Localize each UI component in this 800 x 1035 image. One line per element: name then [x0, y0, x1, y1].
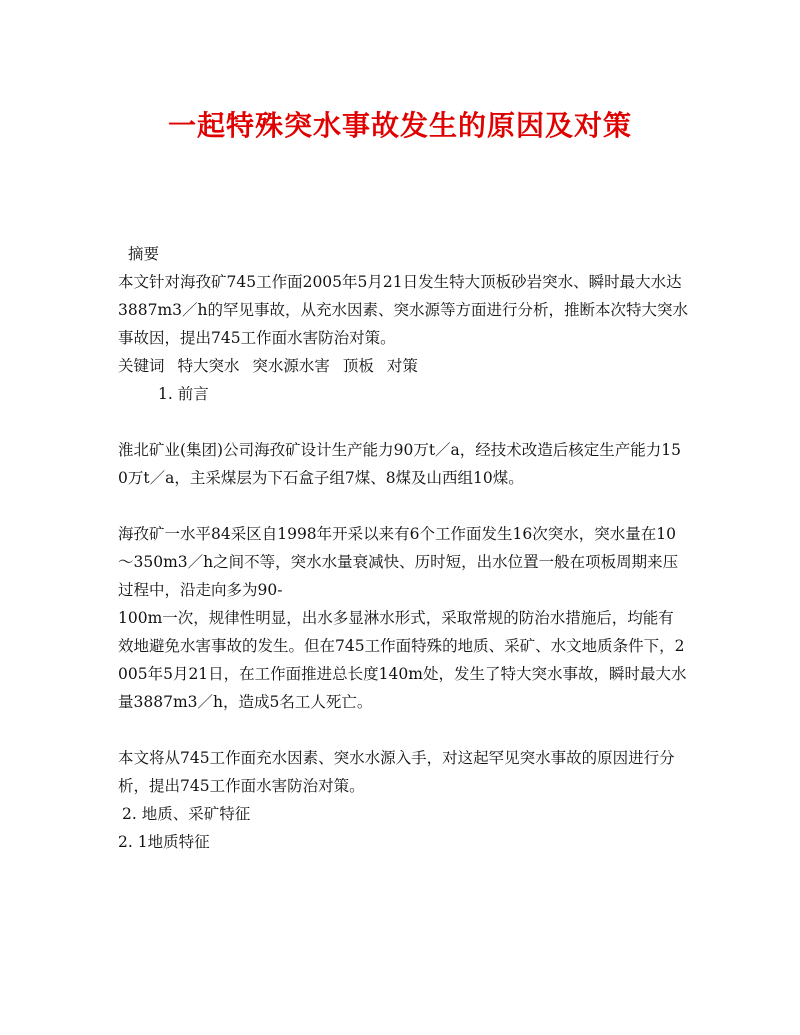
paragraph-history-part2: 100m一次，规律性明显，出水多显淋水形式，采取常规的防治水措施后，均能有效地避免水害事故的发生。但在745工作面特殊的地质、采矿、水文地质条件下，2005年5月21日，在工作面推进总长度140m处，发生了特大突水事故，瞬时最大水量3887m3／h，造成5名工人死亡。: [118, 609, 687, 711]
keyword: 顶板: [342, 357, 374, 375]
keywords-line: [118, 352, 688, 380]
keyword: 特大突水: [177, 357, 240, 375]
keywords-label: 关键词: [118, 357, 165, 375]
document-title: 一起特殊突水事故发生的原因及对策: [167, 109, 632, 142]
paragraph-company-overview: 淮北矿业(集团)公司海孜矿设计生产能力90万t／a，经技术改造后核定生产能力150万t／a，主采煤层为下石盒子组7煤、8煤及山西组10煤。: [118, 441, 682, 487]
abstract-paragraph: 本文针对海孜矿745工作面2005年5月21日发生特大顶板砂岩突水、瞬时最大水达3887m3／h的罕见事故，从充水因素、突水源等方面进行分析，推断本次特大突水事故因，提出745工作面水害防治对策。: [118, 273, 688, 347]
paragraph-purpose: 本文将从745工作面充水因素、突水水源入手，对这起罕见突水事故的原因进行分析，提出745工作面水害防治对策。: [118, 749, 675, 795]
keyword: 对策: [386, 357, 418, 375]
subsection-heading-geology: 2. 1地质特征: [118, 833, 210, 851]
document-body: [118, 240, 688, 856]
keyword: 突水源水害: [252, 357, 330, 375]
abstract-heading: 摘要: [128, 245, 160, 263]
section-heading-geology-mining: 2. 地质、采矿特征: [122, 805, 251, 823]
section-heading-introduction: 1. 前言: [158, 385, 209, 403]
paragraph-history-part1: 海孜矿一水平84采区自1998年开采以来有6个工作面发生16次突水，突水量在10～350m3／h之间不等，突水水量衰减快、历时短，出水位置一般在项板周期来压过程中，沿走向多为90-: [118, 525, 679, 599]
